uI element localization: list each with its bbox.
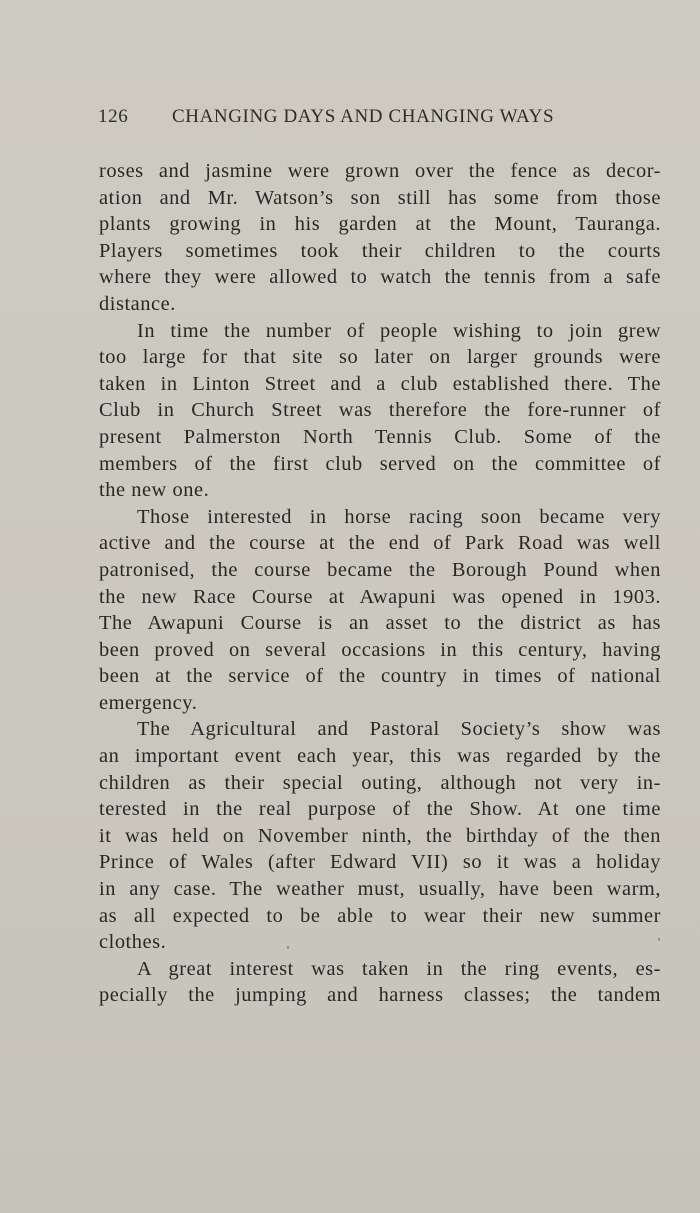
paper-speck (658, 938, 660, 941)
body-text (99, 158, 661, 1009)
text-line: patronised, the course became the Borough Pound when (99, 558, 661, 581)
text-line: where they were allowed to watch the tennis from a safe (99, 266, 661, 289)
text-line: taken in Linton Street and a club established there. The (99, 372, 661, 395)
text-line: it was held on November ninth, the birthday of the then (99, 824, 661, 847)
text-line: clothes. (99, 931, 167, 954)
text-line: roses and jasmine were grown over the fence as decor- (99, 160, 661, 182)
text-line: present Palmerston North Tennis Club. Some of the (99, 425, 661, 448)
text-line: members of the first club served on the committee of (99, 452, 661, 475)
text-line: active and the course at the end of Park Road was well (99, 532, 661, 555)
text-line: plants growing in his garden at the Mount, Tauranga. (99, 213, 661, 236)
text-line: an important event each year, this was regarded by the (99, 745, 661, 768)
text-line: been proved on several occasions in this century, having (99, 638, 661, 661)
running-head (98, 106, 598, 136)
running-title: CHANGING DAYS AND CHANGING WAYS (172, 106, 555, 127)
text-line: too large for that site so later on larger grounds were (99, 346, 661, 369)
text-line: Players sometimes took their children to the courts (99, 239, 661, 262)
paper-speck (287, 946, 289, 949)
text-line: Club in Church Street was therefore the fore-runner of (99, 399, 661, 422)
text-line: distance. (99, 292, 176, 315)
text-line: in any case. The weather must, usually, have been warm, (99, 878, 661, 901)
text-line: A great interest was taken in the ring events, es- (137, 957, 661, 980)
text-line: children as their special outing, although not very in- (99, 771, 661, 794)
text-line: The Agricultural and Pastoral Society’s show was (137, 718, 661, 741)
text-line: been at the service of the country in times of national (99, 665, 661, 688)
page-number: 126 (98, 106, 129, 127)
text-line: Prince of Wales (after Edward VII) so it was a holiday (99, 851, 661, 874)
text-line: In time the number of people wishing to join grew (137, 319, 661, 342)
text-line: the new Race Course at Awapuni was opened in 1903. (99, 585, 661, 608)
text-line: The Awapuni Course is an asset to the district as has (99, 612, 661, 635)
text-line: Those interested in horse racing soon became very (137, 505, 661, 528)
text-line: terested in the real purpose of the Show. At one time (99, 798, 661, 821)
text-line: as all expected to be able to wear their new summer (99, 904, 661, 927)
text-line: pecially the jumping and harness classes; the tandem (99, 984, 661, 1007)
text-line: emergency. (99, 691, 198, 714)
text-line: ation and Mr. Watson’s son still has some from those (99, 186, 661, 209)
text-line: the new one. (99, 479, 210, 502)
